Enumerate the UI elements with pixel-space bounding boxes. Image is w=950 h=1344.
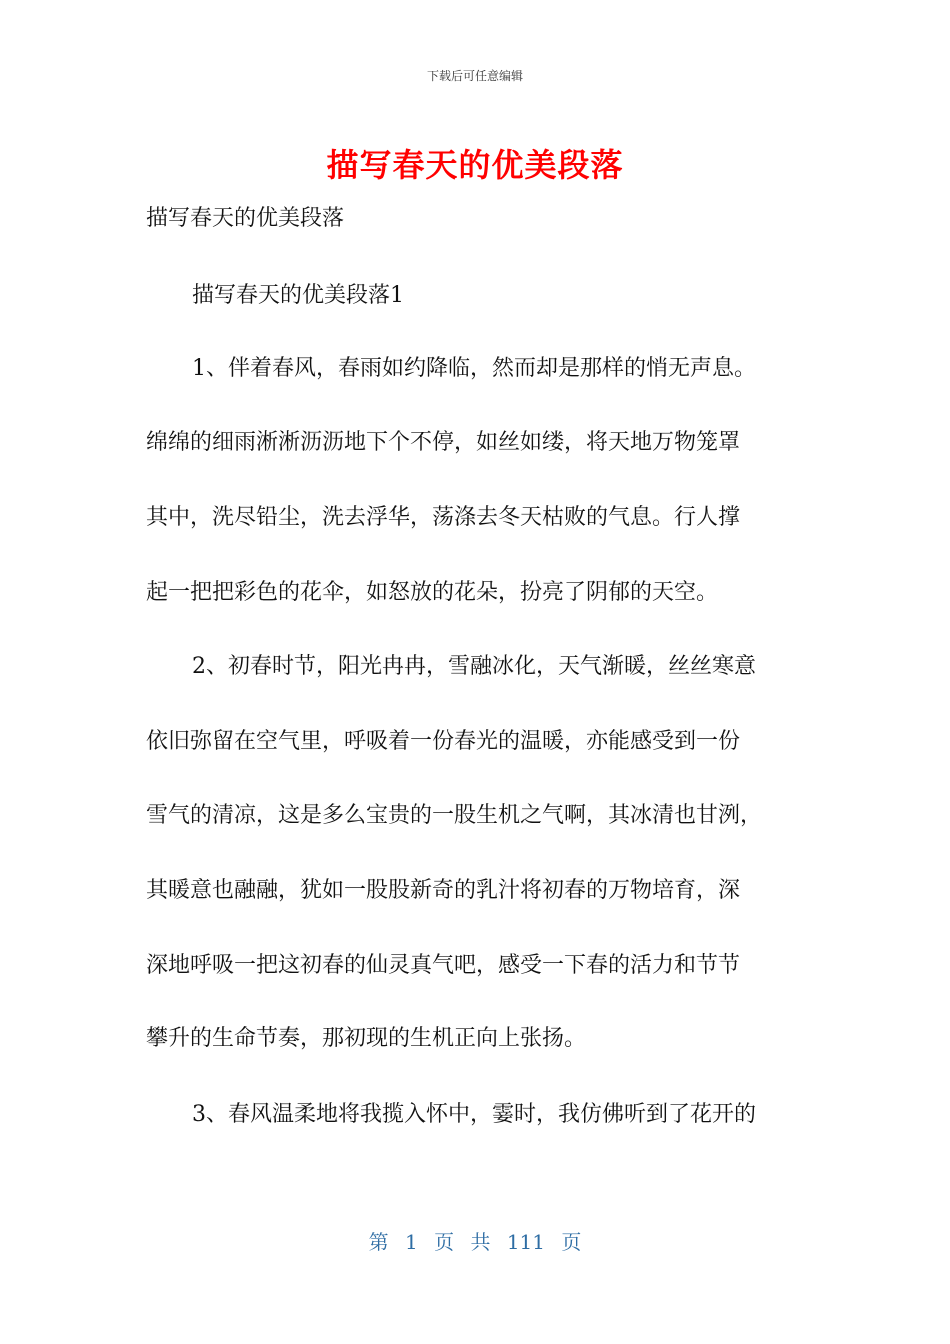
paragraph-line: 其暖意也融融，犹如一股股新奇的乳汁将初春的万物培育，深: [146, 878, 741, 903]
paragraph-line: 绵绵的细雨淅淅沥沥地下个不停，如丝如缕，将天地万物笼罩: [146, 430, 741, 455]
paragraph-line: 深地呼吸一把这初春的仙灵真气吧，感受一下春的活力和节节: [146, 953, 741, 978]
paragraph-line: 其中，洗尽铅尘，洗去浮华，荡涤去冬天枯败的气息。行人撑: [146, 505, 741, 530]
paragraph-line: 2、初春时节，阳光冉冉，雪融冰化，天气渐暖，丝丝寒意: [192, 654, 756, 679]
paragraph-line: 起一把把彩色的花伞，如怒放的花朵，扮亮了阴郁的天空。: [146, 580, 719, 605]
footer-total-pages: 111: [506, 1230, 545, 1254]
footer-page-unit: 页: [434, 1230, 455, 1254]
footer-total-prefix: 共: [470, 1230, 491, 1254]
page-footer: [0, 1226, 950, 1255]
footer-total-unit: 页: [561, 1230, 582, 1254]
header-note: 下载后可任意编辑: [426, 69, 523, 83]
document-title: 描写春天的优美段落: [326, 146, 624, 184]
document-subtitle: 描写春天的优美段落: [146, 206, 345, 231]
footer-page-number: 1: [405, 1230, 418, 1254]
paragraph-line: 1、伴着春风，春雨如约降临，然而却是那样的悄无声息。: [192, 356, 756, 381]
paragraph-line: 3、春风温柔地将我揽入怀中，霎时，我仿佛听到了花开的: [192, 1102, 756, 1127]
paragraph-line: 雪气的清凉，这是多么宝贵的一股生机之气啊，其冰清也甘洌，: [146, 803, 763, 828]
section-heading: 描写春天的优美段落1: [192, 283, 404, 308]
paragraph-line: 攀升的生命节奏，那初现的生机正向上张扬。: [146, 1026, 587, 1051]
paragraph-line: 依旧弥留在空气里，呼吸着一份春光的温暖，亦能感受到一份: [146, 729, 741, 754]
footer-prefix: 第: [368, 1230, 389, 1254]
